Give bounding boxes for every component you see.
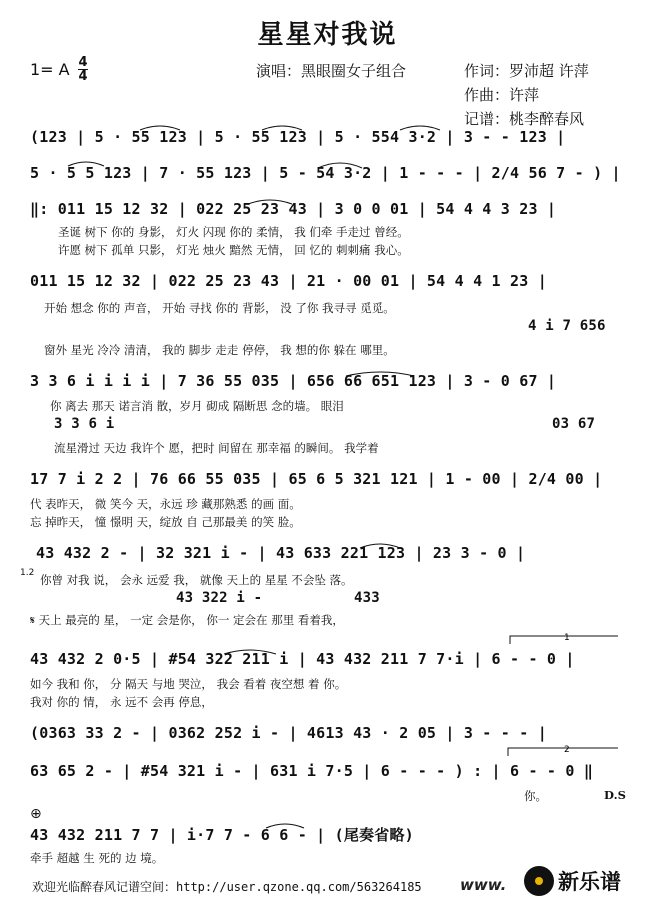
- coda-icon: ⊕: [30, 806, 42, 822]
- lyric-line-4a: 开始 想念 你的 声音， 开始 寻找 你的 背影， 没 了你 我寻寻 觅觅。: [44, 301, 395, 315]
- lyric-line-8a: 如今 我和 你， 分 隔天 与地 哭泣， 我会 看着 夜空想 着 你。: [30, 677, 347, 691]
- slur-mark: [262, 126, 302, 130]
- lyric-line-7b-text: 天上 最亮的 星， 一定 会是你， 你一 定会在 那里 看着我，: [38, 613, 344, 627]
- score-line-3: ‖: 011 15 12 32 | 022 25 23 43 | 3 0 0 01 | 54 4 4 3 23 |: [30, 200, 557, 218]
- time-signature-bottom: 4: [78, 69, 88, 84]
- score-line-interlude-2: 63 65 2 - | #54 321 i - | 631 i 7·5 | 6 - - - ) : | 6 - - 0 ‖: [30, 762, 594, 780]
- score-line-intro-1: (123 | 5 · 55 123 | 5 · 55 123 | 5 · 554 3·2 | 3 - - 123 |: [30, 128, 566, 146]
- slur-mark: [224, 650, 276, 654]
- score-line-intro-2: 5 · 5 5 123 | 7 · 55 123 | 5 - 54 3·2 | 1 - - - | 2/4 56 7 - ) |: [30, 164, 621, 182]
- slur-mark: [346, 372, 414, 376]
- composer-credit: 作曲：许萍: [464, 86, 540, 104]
- logo-text: 新乐谱: [558, 870, 621, 894]
- score-line-6: 17 7 i 2 2 | 76 66 55 035 | 65 6 5 321 121 | 1 - 00 | 2/4 00 |: [30, 470, 603, 488]
- time-signature-top: 4: [78, 55, 88, 70]
- lyric-line-8b: 我对 你的 情， 永 远不 会再 停息，: [30, 695, 213, 709]
- lyric-line-5a: 你 离去 那天 诺言消 散，岁月 砌成 隔断思 念的墙。 眼泪: [50, 399, 344, 413]
- repeat-ending-mark: 1.2: [20, 568, 35, 578]
- lyric-line-6b: 忘 掉昨天， 憧 憬明 天，绽放 自 己那最美 的笑 脸。: [30, 515, 301, 529]
- lyric-line-6a: 代 表昨天， 微 笑今 天，永远 珍 藏那熟悉 的画 面。: [30, 497, 301, 511]
- key-signature: 1= A: [30, 60, 70, 79]
- segno-icon: 𝄋: [30, 613, 35, 627]
- singer-credit: 演唱：黑眼圈女子组合: [256, 62, 407, 80]
- variant-notes-4: 4 i 7 656: [528, 318, 606, 334]
- variant-notes-5b: 03 67: [552, 416, 596, 432]
- score-line-interlude-1: (0363 33 2 - | 0362 252 i - | 4613 43 · 2 05 | 3 - - - |: [30, 724, 547, 742]
- score-line-7: 43 432 2 - | 32 321 i - | 43 633 221 123 | 23 3 - 0 |: [36, 544, 526, 562]
- lyricist-credit: 作词：罗沛超 许萍: [464, 62, 589, 80]
- lyric-line-3a: 圣诞 树下 你的 身影， 灯火 闪现 你的 柔情， 我 们牵 手走过 曾经。: [58, 225, 409, 239]
- slur-mark: [266, 824, 304, 828]
- transcriber-credit: 记谱：桃李醉春风: [464, 110, 585, 128]
- variant-notes-7b: 433: [354, 590, 380, 606]
- footer-www: www.: [460, 876, 507, 894]
- ending-number-1: 1: [564, 633, 570, 643]
- score-line-coda: 43 432 211 7 7 | i·7 7 - 6 6 - | (尾奏省略): [30, 826, 414, 844]
- lyric-line-coda: 牵手 超越 生 死的 边 境。: [30, 851, 164, 865]
- ending-bracket-2: [508, 748, 618, 756]
- lyric-line-5b: 流星滑过 天边 我许个 愿，把时 间留在 那幸福 的瞬间。 我学着: [54, 441, 379, 455]
- lyric-line-4b: 窗外 星光 冷冷 清清， 我的 脚步 走走 停停， 我 想的你 躲在 哪里。: [44, 343, 395, 357]
- lyric-line-3b: 许愿 树下 孤单 只影， 灯光 烛火 黯然 无情， 回 忆的 刺刺痛 我心。: [58, 243, 409, 257]
- dal-segno-mark: D.S: [604, 788, 626, 802]
- lyric-line-10: 你。: [524, 789, 547, 803]
- slur-mark: [360, 544, 400, 548]
- slur-mark: [248, 200, 292, 204]
- disc-icon: [524, 866, 554, 896]
- slur-mark: [318, 163, 362, 168]
- slur-mark: [140, 126, 180, 130]
- slur-mark: [68, 162, 104, 166]
- footer-note: 欢迎光临醉春风记谱空间：http://user.qzone.qq.com/563264185: [32, 880, 422, 894]
- ending-number-2: 2: [564, 745, 570, 755]
- variant-notes-7: 43 322 i -: [176, 590, 263, 606]
- song-title: 星星对我说: [257, 20, 398, 50]
- site-logo: [524, 864, 650, 898]
- score-line-4: 011 15 12 32 | 022 25 23 43 | 21 · 00 01 | 54 4 4 1 23 |: [30, 272, 547, 290]
- score-line-8: 43 432 2 0·5 | #54 322 211 i | 43 432 211 7 7·i | 6 - - 0 |: [30, 650, 575, 668]
- slur-mark: [400, 126, 440, 130]
- variant-notes-5: 3 3 6 i: [54, 416, 115, 432]
- score-line-5: 3 3 6 i i i i | 7 36 55 035 | 656 66 651 123 | 3 - 0 67 |: [30, 372, 557, 390]
- lyric-line-7a: 你曾 对我 说， 会永 远爱 我， 就像 天上的 星星 不会坠 落。: [40, 573, 353, 587]
